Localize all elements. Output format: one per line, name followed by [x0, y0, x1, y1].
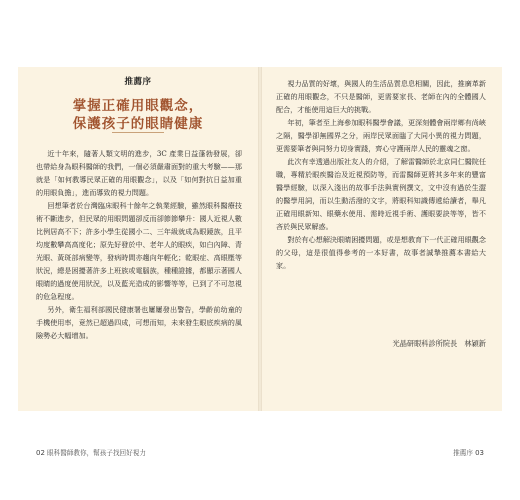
paragraph: 對於有心想解決眼睛困擾問題，或是想教育下一代正確用眼觀念的父母，這是很值得參考的一本好書，故事者誠摯推薦本書給大家。	[276, 235, 486, 270]
right-body-text	[276, 77, 486, 272]
right-page	[262, 67, 502, 457]
paragraph: 年初，筆者至上海參加眼科醫學會議，更深刻體會兩岸鄉有尚峽之隔，醫學卻無國界之分，兩岸民眾面臨了大同小異的視力問題，更需要筆者與同努力切身實踐，齊心守護兩岸人民的靈魂之窗。	[276, 118, 486, 153]
section-label: 推薦序	[124, 77, 152, 87]
paragraph: 此次有幸透過出版社友人的介紹，了解雷醫師於北京同仁醫院任職，專精於眼疾醫治及近視預防等，而雷醫師更將其多年來的豐富醫學經驗，以深入淺出的故事手法與實例撰文，文中沒有過於生澀的醫學用詞，而以生動活潑的文字，將眼科知識傳遞給讀者，舉凡正確用眼新知、眼藥水使用、需時近視手術、護眼要訣等等，皆不吝於與民眾解惑。	[276, 157, 486, 231]
left-page	[18, 67, 258, 457]
page-number: 02	[36, 449, 45, 457]
left-body-text	[36, 147, 242, 342]
title-divider	[112, 132, 164, 133]
page-number: 03	[475, 449, 484, 457]
right-footer	[453, 447, 484, 457]
paragraph: 近十年來，隨著人類文明的進步，3C 產業日益蓬勃發展，卻也帶給身為眼科醫師的我們，一個必須嚴肅面對的重大考驗——那就是「如何教導民眾正確的用眼觀念」，以及「如何對抗日益加重的用眼負擔」，進而導致的視力問題。	[36, 149, 242, 197]
paragraph: 視力品質的好壞，與國人的生活品質息息相關，因此，推廣革新正確的用眼觀念，不只是醫師，更需要家長、老師在內的全體國人配合，才能使用這巨大的挑戰。	[276, 79, 486, 114]
paragraph: 另外，衛生福利部國民健康署也屢屢發出警告，學齡前幼童的手機使用率，竟然已超過四成，可想而知，未來發生眼底疾病的風險勢必大幅增加。	[36, 305, 242, 340]
running-section-label: 推薦序	[453, 449, 473, 457]
running-book-title: 眼科醫師教你，幫孩子找回好視力	[47, 449, 146, 457]
chapter-title-line-1: 掌握正確用眼觀念，	[72, 98, 204, 114]
left-footer	[36, 447, 146, 457]
signature: 光晶研眼科診所院長 林穎新	[392, 339, 486, 348]
paragraph: 回想筆者於台灣臨床眼科十餘年之執業經驗，雖然眼科醫療技術不斷進步，但民眾的用眼問題卻反而卻節節攀升：國人近視人數比例居高不下；許多小學生從國小二、三年級就成為眼鏡族，且平均度數攀高高度化；原先好發於中、老年人的眼疾，如白內障、青光眼、黃斑部病變等，發病時間亦趨向年輕化；乾眼症、高眼壓等狀況，總是困擾著許多上班族或電腦族，種種證據，都顯示著國人眼睛的過度使用狀況，以及藍光造成的影響等等，已到了不可忽視的危急程度。	[36, 201, 242, 301]
chapter-title-line-2: 保護孩子的眼睛健康	[72, 116, 204, 132]
